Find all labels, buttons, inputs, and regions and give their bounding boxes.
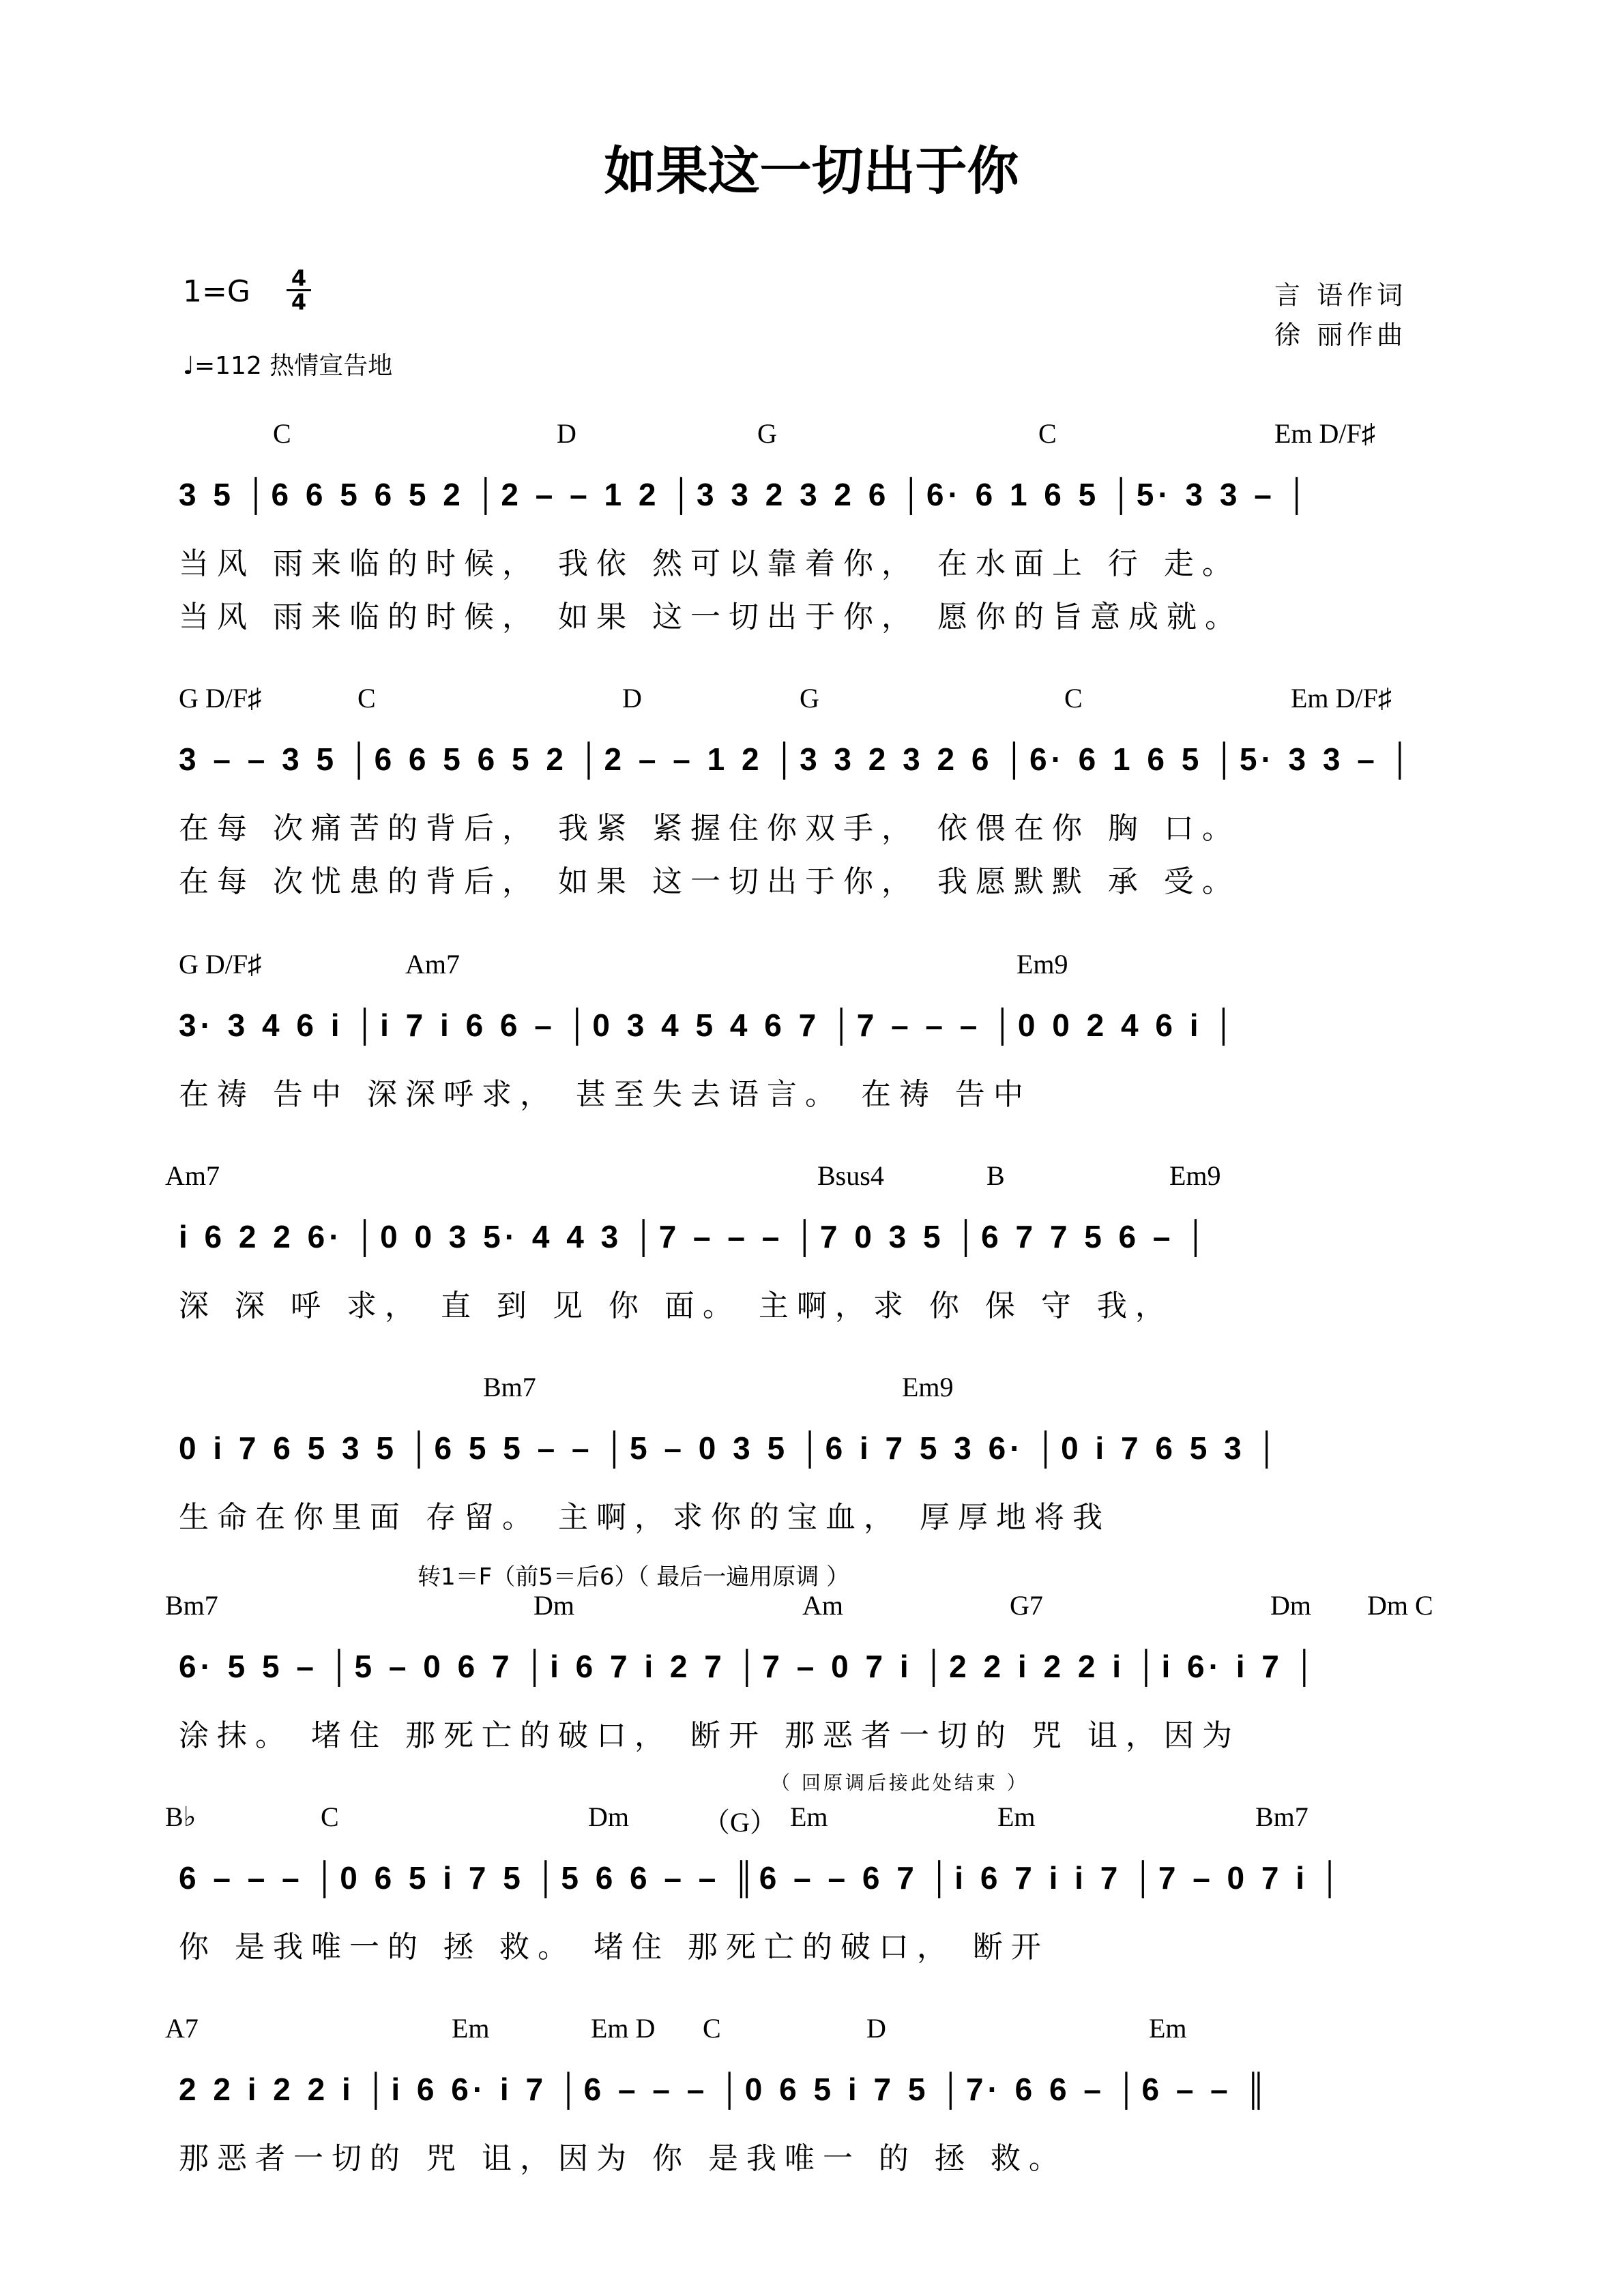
lyric-line-1: 在每 次痛苦的背后， 我紧 紧握住你双手， 依偎在你 胸 口。 (179, 811, 1240, 846)
score-system (0, 1589, 1623, 1794)
score-system (0, 682, 1623, 899)
chord-symbol: G7 (1010, 1590, 1043, 1621)
chord-symbol: Em D/F♯ (1291, 683, 1392, 713)
lyricist-credit: 言 语作词 (1274, 280, 1407, 310)
chord-symbol: A7 (165, 2013, 199, 2044)
lyric-line-2: 在每 次忧患的背后， 如果 这一切出于你， 我愿默默 承 受。 (179, 864, 1240, 899)
chord-symbol: C (321, 1801, 339, 1832)
chord-symbol: Bm7 (1255, 1801, 1308, 1832)
chord-symbol: Am7 (165, 1160, 220, 1191)
chord-symbol: C (1038, 418, 1057, 449)
lyric-line-1: 在祷 告中 深深呼求， 甚至失去语言。 在祷 告中 (179, 1077, 1032, 1112)
chord-symbol: Em (790, 1801, 828, 1832)
notation-line: 6 – – – │0 6 5 i 7 5 │5 6 6 – – ║6 – – 6 7 │i 6 7 i i 7 │7 – 0 7 i │ (179, 1860, 1345, 1896)
score-system (0, 2012, 1623, 2217)
score-system (0, 417, 1623, 634)
chord-symbol: Em9 (902, 1372, 954, 1402)
chord-symbol: D (866, 2013, 886, 2044)
lyric-line-1: 你 是我唯一的 拯 救。 堵住 那死亡的破口， 断开 (179, 1930, 1049, 1964)
chord-symbol: Bsus4 (817, 1160, 884, 1191)
lyric-line-1: 那恶者一切的 咒 诅，因为 你 是我唯一 的 拯 救。 (179, 2141, 1067, 2176)
lyric-line-1: 生命在你里面 存留。 主啊，求你的宝血， 厚厚地将我 (179, 1500, 1111, 1535)
chord-symbol: Bm7 (483, 1372, 536, 1402)
lyric-line-1: 深 深 呼 求， 直 到 见 你 面。 主啊，求 你 保 守 我， (179, 1289, 1173, 1323)
key-signature: 1=G (183, 274, 250, 309)
notation-line: 6· 5 5 – │5 – 0 6 7 │i 6 7 i 2 7 │7 – 0 7 i │2 2 i 2 2 i │i 6· i 7 │ (179, 1649, 1320, 1684)
return-note: （ 回原调后接此处结束 ） (771, 1771, 1029, 1794)
notation-line: i 6 2 2 6· │0 0 3 5· 4 4 3 │7 – – – │7 0 3 5 │6 7 7 5 6 – │ (179, 1219, 1212, 1254)
chord-symbol: Em (452, 2013, 490, 2044)
score-system (0, 1371, 1623, 1576)
lyric-line-2: 当风 雨来临的时候， 如果 这一切出于你， 愿你的旨意成就。 (179, 600, 1243, 634)
chord-symbol: （G） (703, 1807, 777, 1838)
modulation-note: 转1＝F（前5＝后6）（ 最后一遍用原调 ） (418, 1563, 850, 1591)
chord-symbol: C (357, 683, 376, 713)
score-system (0, 948, 1623, 1153)
chord-symbol: Em D (591, 2013, 656, 2044)
time-signature-bottom: 4 (291, 289, 307, 315)
notation-line: 3 5 │6 6 5 6 5 2 │2 – – 1 2 │3 3 2 3 2 6 │6· 6 1 6 5 │5· 3 3 – │ (179, 477, 1313, 512)
notation-line: 3· 3 4 6 i │i 7 i 6 6 – │0 3 4 5 4 6 7 │7 – – – │0 0 2 4 6 i │ (179, 1007, 1240, 1043)
song-title: 如果这一切出于你 (604, 141, 1019, 201)
notation-line: 0 i 7 6 5 3 5 │6 5 5 – – │5 – 0 3 5 │6 i 7 5 3 6· │0 i 7 6 5 3 │ (179, 1430, 1283, 1466)
chord-symbol: G (800, 683, 819, 713)
notation-line: 3 – – 3 5 │6 6 5 6 5 2 │2 – – 1 2 │3 3 2 3 2 6 │6· 6 1 6 5 │5· 3 3 – │ (179, 741, 1416, 777)
chord-symbol: B (986, 1160, 1005, 1191)
chord-symbol: G (757, 418, 777, 449)
chord-symbol: C (703, 2013, 721, 2044)
notation-line: 2 2 i 2 2 i │i 6 6· i 7 │6 – – – │0 6 5 i 7 5 │7· 6 6 – │6 – – ║ (179, 2072, 1272, 2107)
chord-symbol: Dm C (1367, 1590, 1433, 1621)
chord-symbol: Am (802, 1590, 843, 1621)
score-system (0, 1160, 1623, 1364)
time-signature-top: 4 (287, 267, 311, 291)
chord-symbol: D (557, 418, 576, 449)
chord-symbol: Em9 (1169, 1160, 1221, 1191)
composer-credit: 徐 丽作曲 (1274, 320, 1407, 350)
chord-symbol: D (622, 683, 642, 713)
chord-symbol: Em9 (1017, 949, 1068, 980)
chord-symbol: Em (1149, 2013, 1187, 2044)
chord-symbol: C (1064, 683, 1083, 713)
tempo-marking: ♩=112 热情宣告地 (183, 352, 393, 380)
chord-symbol: B♭ (165, 1801, 196, 1832)
chord-symbol: Em (997, 1801, 1036, 1832)
chord-symbol: C (273, 418, 291, 449)
chord-symbol: Bm7 (165, 1590, 218, 1621)
chord-symbol: G D/F♯ (179, 683, 262, 713)
chord-symbol: Dm (1270, 1590, 1311, 1621)
lyric-line-1: 涂抹。 堵住 那死亡的破口， 断开 那恶者一切的 咒 诅，因为 (179, 1718, 1240, 1753)
chord-symbol: G D/F♯ (179, 949, 262, 980)
chord-symbol: Am7 (405, 949, 460, 980)
lyric-line-1: 当风 雨来临的时候， 我依 然可以靠着你， 在水面上 行 走。 (179, 546, 1240, 581)
chord-symbol: Dm (588, 1801, 629, 1832)
score-system (0, 1801, 1623, 2005)
chord-symbol: Em D/F♯ (1274, 418, 1375, 449)
chord-symbol: Dm (533, 1590, 574, 1621)
time-signature (287, 267, 311, 313)
